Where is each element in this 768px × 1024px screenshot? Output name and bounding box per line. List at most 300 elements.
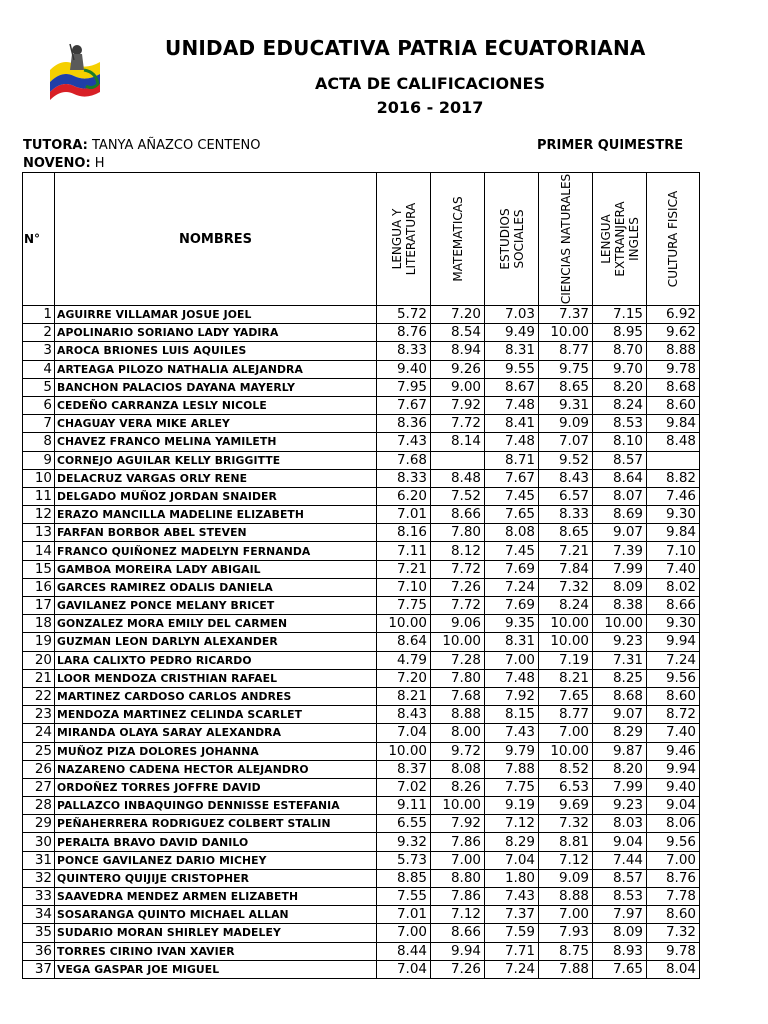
grade-cell: 9.94 (431, 942, 485, 960)
row-number: 14 (23, 542, 55, 560)
row-number: 29 (23, 815, 55, 833)
grade-cell: 7.00 (431, 851, 485, 869)
grade-cell: 8.09 (593, 924, 647, 942)
grade-cell: 8.81 (539, 833, 593, 851)
student-name: SAAVEDRA MENDEZ ARMEN ELIZABETH (55, 888, 377, 906)
table-row (23, 778, 700, 796)
grade-cell: 8.60 (647, 396, 700, 414)
student-name: SUDARIO MORAN SHIRLEY MADELEY (55, 924, 377, 942)
table-row (23, 924, 700, 942)
grade-cell: 9.78 (647, 942, 700, 960)
grade-cell: 7.45 (485, 487, 539, 505)
grade-cell: 7.43 (377, 433, 431, 451)
grade-cell: 7.00 (377, 924, 431, 942)
row-number: 36 (23, 942, 55, 960)
grade-cell: 8.60 (647, 906, 700, 924)
grade-cell: 8.77 (539, 342, 593, 360)
grade-cell: 9.49 (485, 324, 539, 342)
student-name: MIRANDA OLAYA SARAY ALEXANDRA (55, 724, 377, 742)
school-logo (44, 40, 104, 102)
grade-cell: 8.60 (647, 687, 700, 705)
column-header-matematicas (431, 173, 485, 306)
table-row (23, 396, 700, 414)
grade-cell: 6.57 (539, 487, 593, 505)
grade-cell: 8.66 (431, 924, 485, 942)
grade-value: H (94, 156, 105, 171)
grade-cell: 10.00 (539, 324, 593, 342)
grade-cell: 1.80 (485, 869, 539, 887)
grade-cell: 8.08 (431, 760, 485, 778)
student-name: GAVILANEZ PONCE MELANY BRICET (55, 597, 377, 615)
table-row (23, 888, 700, 906)
grade-cell: 10.00 (377, 742, 431, 760)
school-year: 2016 - 2017 (376, 98, 484, 117)
grade-cell: 7.28 (431, 651, 485, 669)
grade-cell: 7.12 (431, 906, 485, 924)
table-row (23, 706, 700, 724)
grade-cell: 7.04 (377, 960, 431, 978)
subject-label: MATEMATICAS (450, 196, 465, 282)
grade-cell: 7.21 (539, 542, 593, 560)
grade-cell: 8.95 (593, 324, 647, 342)
grade-cell: 8.12 (431, 542, 485, 560)
table-row (23, 742, 700, 760)
grade-cell: 9.78 (647, 360, 700, 378)
grade-cell: 8.48 (647, 433, 700, 451)
grade-cell: 7.69 (485, 560, 539, 578)
grade-cell: 9.40 (377, 360, 431, 378)
grade-cell: 8.68 (593, 687, 647, 705)
grade-cell: 7.52 (431, 487, 485, 505)
table-row (23, 415, 700, 433)
row-number: 24 (23, 724, 55, 742)
row-number: 11 (23, 487, 55, 505)
grade-line (23, 156, 105, 171)
student-name: MARTINEZ CARDOSO CARLOS ANDRES (55, 687, 377, 705)
grade-cell: 8.20 (593, 760, 647, 778)
grade-cell: 8.29 (593, 724, 647, 742)
subject-label: LENGUA Y LITERATURA (389, 202, 418, 276)
grade-cell: 7.03 (485, 306, 539, 324)
row-number: 4 (23, 360, 55, 378)
tutor-label: TUTORA: (23, 138, 88, 153)
grade-cell: 8.25 (593, 669, 647, 687)
grade-cell: 7.24 (485, 960, 539, 978)
row-number: 34 (23, 906, 55, 924)
grade-cell: 8.67 (485, 378, 539, 396)
grade-cell: 8.10 (593, 433, 647, 451)
grade-cell: 7.86 (431, 833, 485, 851)
student-name: PEÑAHERRERA RODRIGUEZ COLBERT STALIN (55, 815, 377, 833)
grade-cell: 8.20 (593, 378, 647, 396)
table-row (23, 633, 700, 651)
grade-cell: 9.04 (593, 833, 647, 851)
grade-cell: 7.00 (647, 851, 700, 869)
grade-cell: 5.72 (377, 306, 431, 324)
grade-cell: 9.07 (593, 524, 647, 542)
grade-cell: 7.55 (377, 888, 431, 906)
grade-cell: 7.95 (377, 378, 431, 396)
grade-cell: 7.97 (593, 906, 647, 924)
row-number: 2 (23, 324, 55, 342)
grade-cell: 8.93 (593, 942, 647, 960)
grade-cell: 7.12 (539, 851, 593, 869)
row-number: 20 (23, 651, 55, 669)
table-row (23, 451, 700, 469)
table-row (23, 542, 700, 560)
grade-cell: 8.65 (539, 524, 593, 542)
grade-cell: 7.46 (647, 487, 700, 505)
student-name: TORRES CIRINO IVAN XAVIER (55, 942, 377, 960)
row-number: 32 (23, 869, 55, 887)
student-name: SOSARANGA QUINTO MICHAEL ALLAN (55, 906, 377, 924)
grade-cell: 9.11 (377, 797, 431, 815)
school-name: UNIDAD EDUCATIVA PATRIA ECUATORIANA (165, 36, 646, 60)
grade-cell: 7.92 (431, 396, 485, 414)
grade-cell: 9.56 (647, 669, 700, 687)
row-number: 17 (23, 597, 55, 615)
grade-cell: 7.02 (377, 778, 431, 796)
grade-cell: 9.84 (647, 524, 700, 542)
grade-cell: 9.04 (647, 797, 700, 815)
student-name: PERALTA BRAVO DAVID DANILO (55, 833, 377, 851)
grade-cell: 10.00 (377, 615, 431, 633)
grade-cell: 7.43 (485, 724, 539, 742)
grade-cell: 10.00 (539, 633, 593, 651)
grade-cell: 9.62 (647, 324, 700, 342)
grade-cell: 7.88 (539, 960, 593, 978)
column-header-cultura-fisica (647, 173, 700, 306)
table-row (23, 560, 700, 578)
grade-cell: 8.64 (377, 633, 431, 651)
grade-cell: 6.53 (539, 778, 593, 796)
grade-cell: 7.32 (539, 578, 593, 596)
grade-cell: 7.01 (377, 506, 431, 524)
grade-cell: 7.32 (539, 815, 593, 833)
student-name: APOLINARIO SORIANO LADY YADIRA (55, 324, 377, 342)
grade-cell: 8.52 (539, 760, 593, 778)
grade-cell: 6.55 (377, 815, 431, 833)
row-number: 22 (23, 687, 55, 705)
row-number: 30 (23, 833, 55, 851)
grade-cell: 8.24 (539, 597, 593, 615)
grade-cell: 9.00 (431, 378, 485, 396)
grade-cell: 8.65 (539, 378, 593, 396)
grade-cell: 8.77 (539, 706, 593, 724)
grade-cell: 8.69 (593, 506, 647, 524)
row-number: 19 (23, 633, 55, 651)
grade-cell: 9.31 (539, 396, 593, 414)
table-row (23, 851, 700, 869)
grade-cell: 8.44 (377, 942, 431, 960)
student-name: FRANCO QUIÑONEZ MADELYN FERNANDA (55, 542, 377, 560)
grade-cell: 8.04 (647, 960, 700, 978)
grade-cell: 7.72 (431, 597, 485, 615)
row-number: 10 (23, 469, 55, 487)
grade-cell: 8.64 (593, 469, 647, 487)
table-row (23, 524, 700, 542)
table-row (23, 597, 700, 615)
grade-cell: 9.56 (647, 833, 700, 851)
grade-cell: 8.43 (539, 469, 593, 487)
grade-cell: 9.19 (485, 797, 539, 815)
student-name: ORDOÑEZ TORRES JOFFRE DAVID (55, 778, 377, 796)
grade-cell: 7.78 (647, 888, 700, 906)
grade-cell: 8.76 (647, 869, 700, 887)
grade-cell: 7.12 (485, 815, 539, 833)
column-header-number: N° (23, 173, 55, 306)
grade-cell: 8.70 (593, 342, 647, 360)
grade-cell: 7.93 (539, 924, 593, 942)
grade-cell: 7.43 (485, 888, 539, 906)
student-name: LARA CALIXTO PEDRO RICARDO (55, 651, 377, 669)
grade-cell: 8.31 (485, 342, 539, 360)
row-number: 26 (23, 760, 55, 778)
grade-cell: 9.69 (539, 797, 593, 815)
table-row (23, 578, 700, 596)
student-name: ARTEAGA PILOZO NATHALIA ALEJANDRA (55, 360, 377, 378)
grade-cell: 7.10 (647, 542, 700, 560)
grade-cell: 8.29 (485, 833, 539, 851)
grade-cell: 8.03 (593, 815, 647, 833)
student-name: MUÑOZ PIZA DOLORES JOHANNA (55, 742, 377, 760)
grade-cell: 8.06 (647, 815, 700, 833)
table-row (23, 324, 700, 342)
subject-label: CIENCIAS NATURALES (558, 173, 573, 305)
grade-cell: 8.08 (485, 524, 539, 542)
grade-cell: 8.33 (539, 506, 593, 524)
row-number: 5 (23, 378, 55, 396)
grade-cell: 8.53 (593, 415, 647, 433)
row-number: 18 (23, 615, 55, 633)
grade-cell: 7.48 (485, 433, 539, 451)
grade-cell: 7.44 (593, 851, 647, 869)
row-number: 33 (23, 888, 55, 906)
grade-cell: 7.40 (647, 560, 700, 578)
grade-cell: 9.23 (593, 797, 647, 815)
grade-cell: 7.20 (377, 669, 431, 687)
table-row (23, 360, 700, 378)
table-row (23, 942, 700, 960)
grade-cell: 7.67 (377, 396, 431, 414)
grade-cell: 8.66 (647, 597, 700, 615)
grade-cell: 9.75 (539, 360, 593, 378)
row-number: 16 (23, 578, 55, 596)
grade-cell (647, 451, 700, 469)
student-name: CHAGUAY VERA MIKE ARLEY (55, 415, 377, 433)
grade-cell: 7.24 (485, 578, 539, 596)
grade-cell: 8.53 (593, 888, 647, 906)
grade-cell: 7.07 (539, 433, 593, 451)
row-number: 35 (23, 924, 55, 942)
column-header-names: NOMBRES (55, 173, 377, 306)
grade-cell: 7.92 (431, 815, 485, 833)
grade-cell: 8.82 (647, 469, 700, 487)
grade-cell: 7.65 (539, 687, 593, 705)
grade-label: NOVENO: (23, 156, 91, 171)
grade-cell: 10.00 (539, 615, 593, 633)
grade-cell: 7.80 (431, 669, 485, 687)
grade-cell: 7.65 (593, 960, 647, 978)
row-number: 25 (23, 742, 55, 760)
row-number: 3 (23, 342, 55, 360)
row-number: 37 (23, 960, 55, 978)
grade-cell: 10.00 (539, 742, 593, 760)
student-name: PONCE GAVILANEZ DARIO MICHEY (55, 851, 377, 869)
grade-cell: 8.75 (539, 942, 593, 960)
row-number: 27 (23, 778, 55, 796)
grade-cell: 7.72 (431, 560, 485, 578)
student-name: GAMBOA MOREIRA LADY ABIGAIL (55, 560, 377, 578)
grade-cell: 8.80 (431, 869, 485, 887)
grades-table (22, 172, 700, 979)
grade-cell: 9.06 (431, 615, 485, 633)
grade-cell (431, 451, 485, 469)
grade-cell: 8.02 (647, 578, 700, 596)
grade-cell: 9.30 (647, 506, 700, 524)
student-name: NAZARENO CADENA HECTOR ALEJANDRO (55, 760, 377, 778)
row-number: 31 (23, 851, 55, 869)
grade-cell: 7.01 (377, 906, 431, 924)
grade-cell: 7.59 (485, 924, 539, 942)
row-number: 12 (23, 506, 55, 524)
table-row (23, 306, 700, 324)
row-number: 13 (23, 524, 55, 542)
table-row (23, 378, 700, 396)
grade-cell: 9.52 (539, 451, 593, 469)
grade-cell: 9.32 (377, 833, 431, 851)
student-name: ERAZO MANCILLA MADELINE ELIZABETH (55, 506, 377, 524)
grade-cell: 7.10 (377, 578, 431, 596)
grade-cell: 7.40 (647, 724, 700, 742)
grade-cell: 9.30 (647, 615, 700, 633)
table-row (23, 687, 700, 705)
period-label: PRIMER QUIMESTRE (537, 138, 684, 153)
grade-cell: 8.24 (593, 396, 647, 414)
grade-cell: 9.09 (539, 415, 593, 433)
grade-cell: 7.69 (485, 597, 539, 615)
student-name: GARCES RAMIREZ ODALIS DANIELA (55, 578, 377, 596)
column-header-ingles (593, 173, 647, 306)
grade-cell: 9.35 (485, 615, 539, 633)
tutor-line (23, 138, 261, 153)
student-name: VEGA GASPAR JOE MIGUEL (55, 960, 377, 978)
grade-cell: 10.00 (593, 615, 647, 633)
grade-cell: 7.00 (539, 724, 593, 742)
table-row (23, 469, 700, 487)
table-row (23, 487, 700, 505)
grade-cell: 8.21 (539, 669, 593, 687)
column-header-estudios-sociales (485, 173, 539, 306)
grade-cell: 8.33 (377, 342, 431, 360)
grade-cell: 8.57 (593, 451, 647, 469)
grade-cell: 8.66 (431, 506, 485, 524)
grade-cell: 9.40 (647, 778, 700, 796)
document-title: ACTA DE CALIFICACIONES (315, 74, 545, 93)
grade-cell: 7.37 (485, 906, 539, 924)
student-name: LOOR MENDOZA CRISTHIAN RAFAEL (55, 669, 377, 687)
grade-cell: 7.92 (485, 687, 539, 705)
grade-cell: 9.26 (431, 360, 485, 378)
grade-cell: 7.75 (377, 597, 431, 615)
grade-cell: 9.70 (593, 360, 647, 378)
student-name: QUINTERO QUIJIJE CRISTOPHER (55, 869, 377, 887)
table-row (23, 960, 700, 978)
row-number: 28 (23, 797, 55, 815)
student-name: DELACRUZ VARGAS ORLY RENE (55, 469, 377, 487)
table-row (23, 869, 700, 887)
grade-cell: 8.00 (431, 724, 485, 742)
grade-cell: 8.85 (377, 869, 431, 887)
table-row (23, 815, 700, 833)
row-number: 9 (23, 451, 55, 469)
grade-cell: 7.19 (539, 651, 593, 669)
grade-cell: 7.31 (593, 651, 647, 669)
student-name: GONZALEZ MORA EMILY DEL CARMEN (55, 615, 377, 633)
table-row (23, 615, 700, 633)
grade-cell: 8.88 (647, 342, 700, 360)
table-row (23, 651, 700, 669)
grade-cell: 7.32 (647, 924, 700, 942)
table-row (23, 433, 700, 451)
row-number: 23 (23, 706, 55, 724)
student-name: CORNEJO AGUILAR KELLY BRIGGITTE (55, 451, 377, 469)
student-name: DELGADO MUÑOZ JORDAN SNAIDER (55, 487, 377, 505)
grade-cell: 8.68 (647, 378, 700, 396)
grade-cell: 8.31 (485, 633, 539, 651)
grade-cell: 6.92 (647, 306, 700, 324)
grade-cell: 9.07 (593, 706, 647, 724)
tutor-name: TANYA AÑAZCO CENTENO (92, 138, 261, 153)
grade-cell: 9.94 (647, 760, 700, 778)
grade-cell: 8.88 (539, 888, 593, 906)
student-name: CHAVEZ FRANCO MELINA YAMILETH (55, 433, 377, 451)
table-row (23, 797, 700, 815)
grade-cell: 9.84 (647, 415, 700, 433)
grade-cell: 8.26 (431, 778, 485, 796)
grade-cell: 7.39 (593, 542, 647, 560)
student-name: AROCA BRIONES LUIS AQUILES (55, 342, 377, 360)
grade-cell: 7.26 (431, 960, 485, 978)
grade-cell: 8.88 (431, 706, 485, 724)
grade-cell: 8.33 (377, 469, 431, 487)
grade-cell: 8.43 (377, 706, 431, 724)
grade-cell: 9.79 (485, 742, 539, 760)
grade-cell: 9.72 (431, 742, 485, 760)
subject-label: CULTURA FISICA (666, 190, 680, 288)
student-name: AGUIRRE VILLAMAR JOSUE JOEL (55, 306, 377, 324)
grade-cell: 10.00 (431, 797, 485, 815)
row-number: 8 (23, 433, 55, 451)
grade-cell: 8.54 (431, 324, 485, 342)
subject-label: LENGUA EXTRANJERA INGLES (598, 201, 641, 277)
grade-cell: 8.16 (377, 524, 431, 542)
grade-cell: 7.24 (647, 651, 700, 669)
grade-cell: 7.11 (377, 542, 431, 560)
table-row (23, 724, 700, 742)
grade-cell: 7.04 (377, 724, 431, 742)
column-header-ciencias-naturales (539, 173, 593, 306)
grade-cell: 7.99 (593, 560, 647, 578)
header-row (23, 173, 700, 306)
table-row (23, 669, 700, 687)
grade-cell: 7.99 (593, 778, 647, 796)
grade-cell: 8.76 (377, 324, 431, 342)
row-number: 21 (23, 669, 55, 687)
grade-cell: 7.80 (431, 524, 485, 542)
grade-cell: 7.26 (431, 578, 485, 596)
grade-cell: 8.21 (377, 687, 431, 705)
